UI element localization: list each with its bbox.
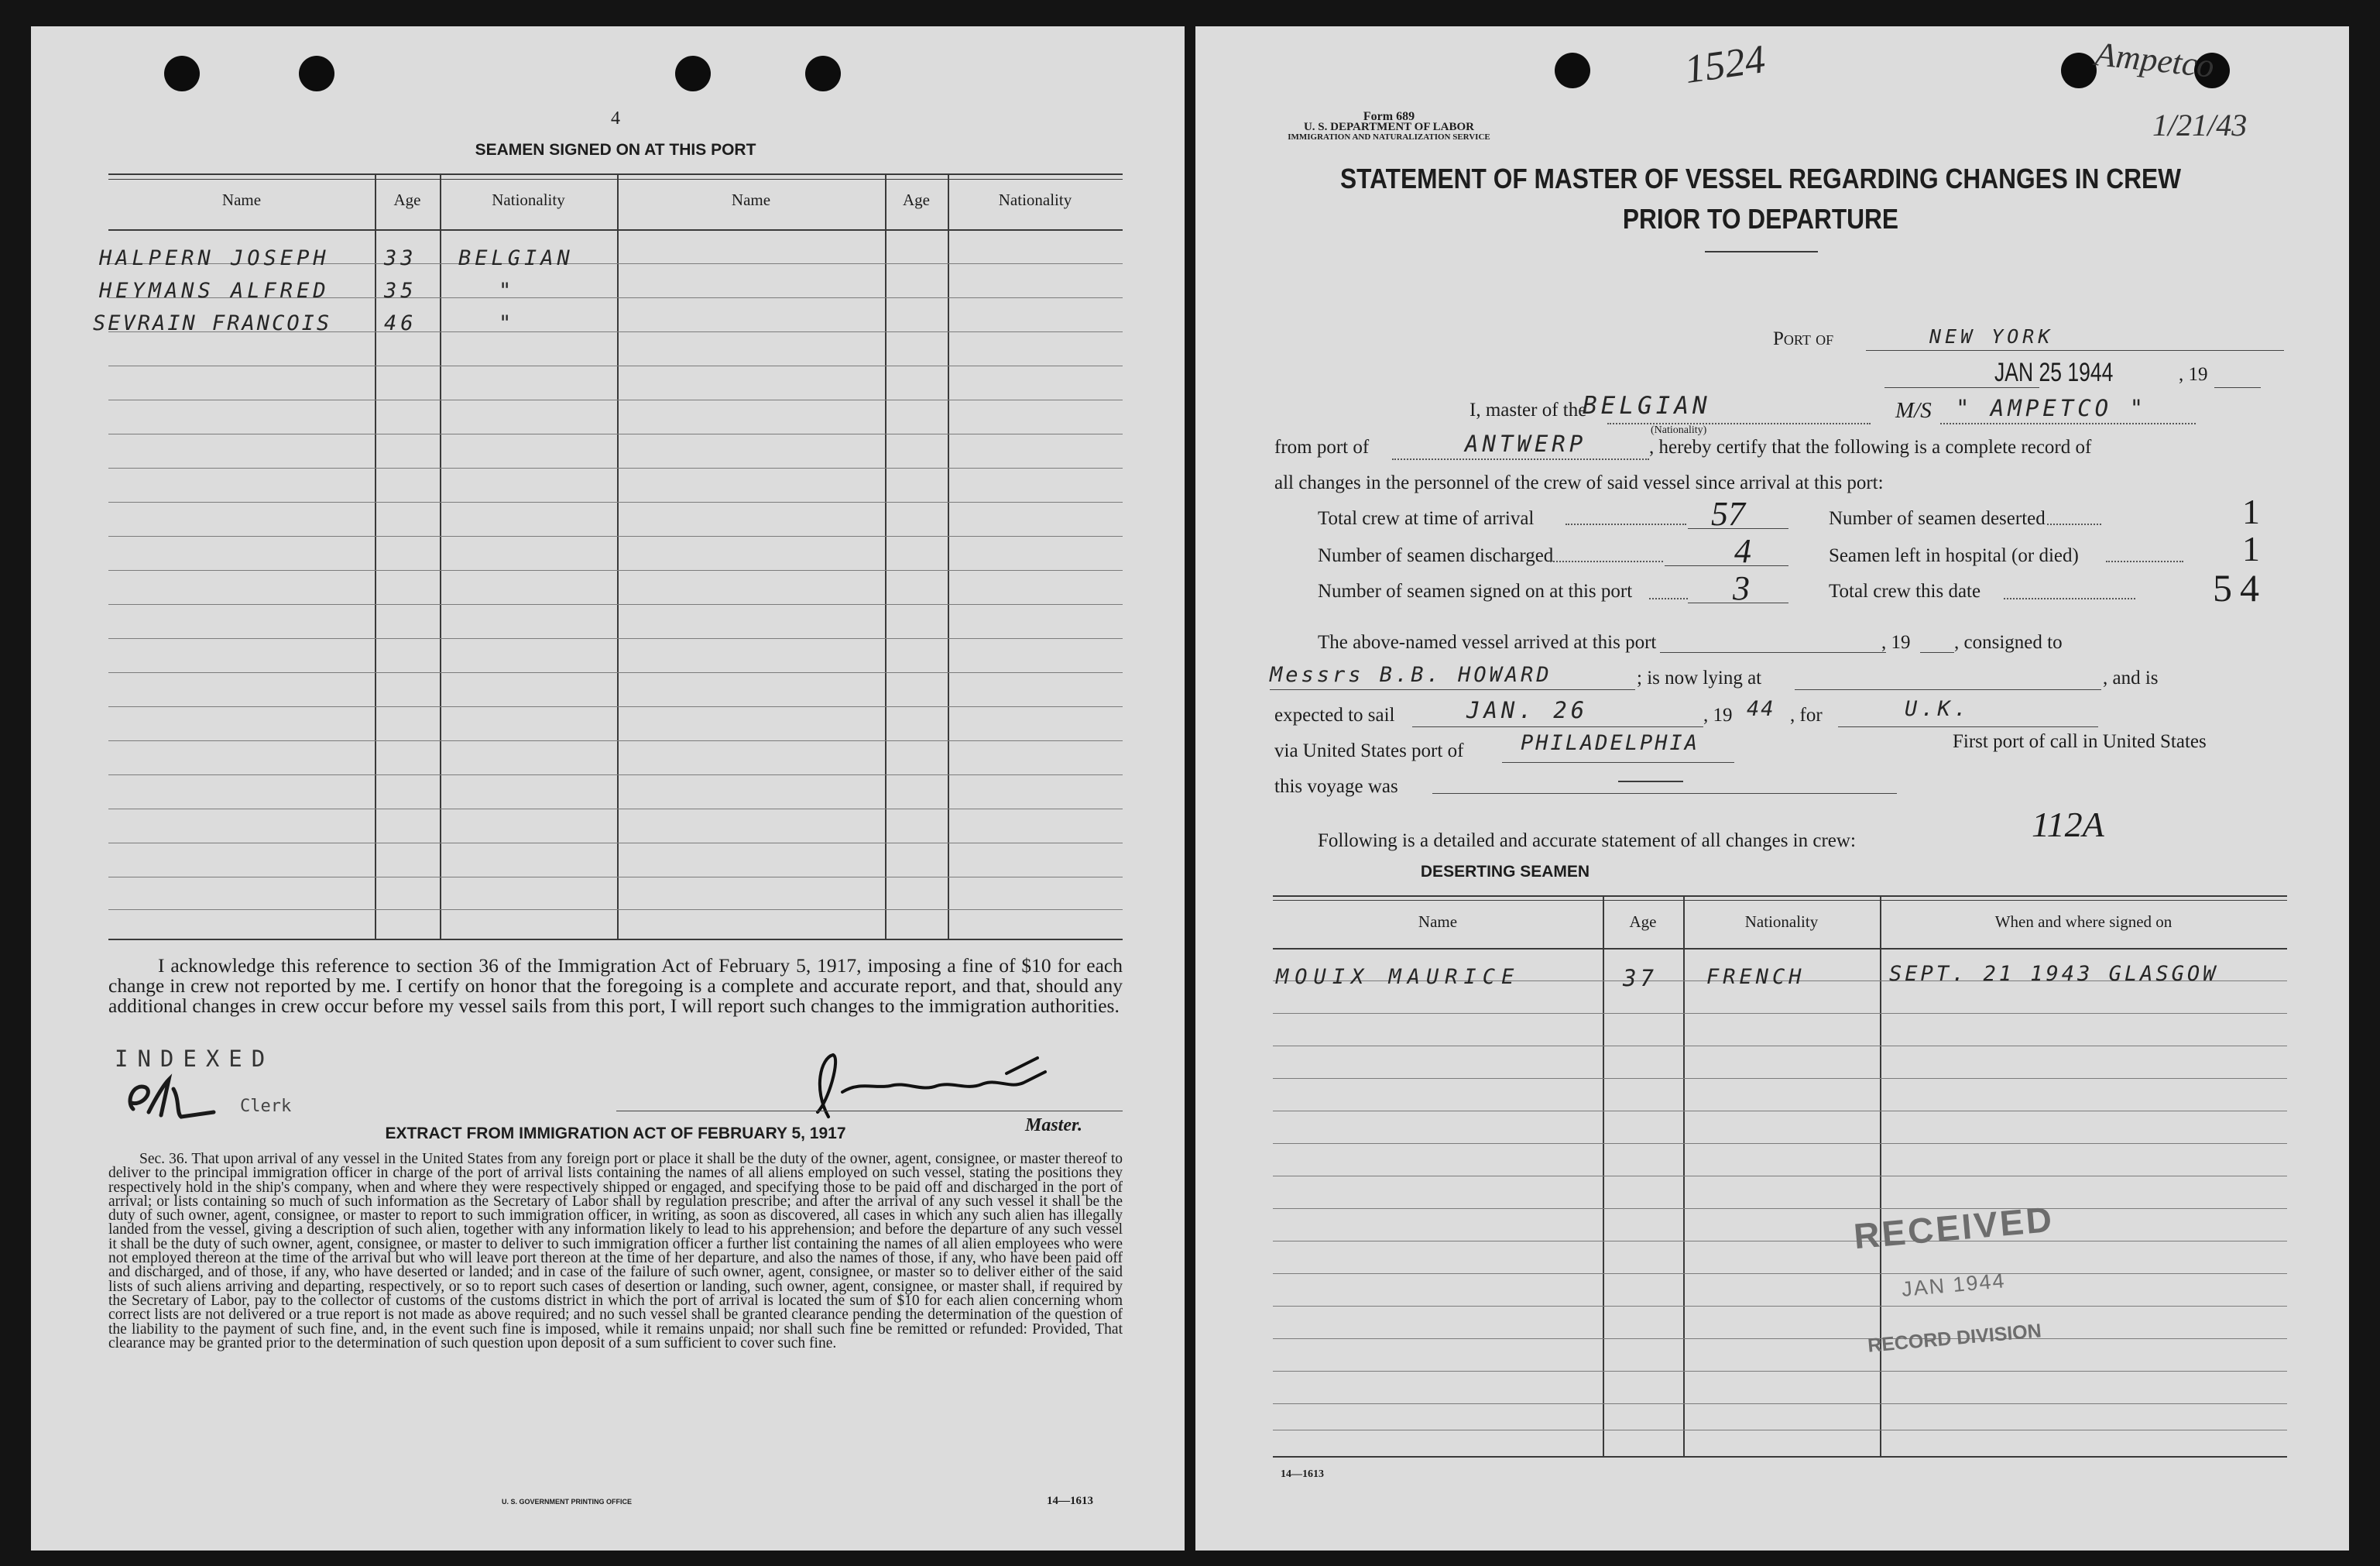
clerk-initials [122, 1073, 238, 1123]
desert-header-age: Age [1629, 912, 1657, 931]
desert-row-when-where: SEPT. 21 1943 GLASGOW [1889, 962, 2219, 986]
table-row-age: 33 [384, 246, 417, 270]
table-row-name: SEVRAIN FRANCOIS [93, 311, 332, 335]
total-crew-arrival: 57 [1711, 495, 1745, 533]
sail-year: 44 [1747, 697, 1775, 721]
from-port-label: from port of [1274, 437, 1370, 458]
right-page [1195, 26, 2349, 1551]
printer-imprint: U. S. GOVERNMENT PRINTING OFFICE [502, 1498, 633, 1506]
nationality-value: BELGIAN [1583, 392, 1711, 420]
for-label: , for [1790, 705, 1823, 726]
via-port: PHILADELPHIA [1521, 731, 1700, 755]
deserted-count: 1 [2242, 492, 2260, 531]
column-header-name-2: Name [731, 191, 771, 209]
deserted-label: Number of seamen deserted [1829, 508, 2046, 529]
form-code: 14—1613 [1281, 1468, 1324, 1480]
nationality-caption: (Nationality) [1651, 424, 1707, 436]
voyage-label: this voyage was [1274, 776, 1398, 797]
page-title: STATEMENT OF MASTER OF VESSEL REGARDING CHANGES IN CREW [1340, 163, 2181, 194]
desert-row-name: MOUIX MAURICE [1276, 965, 1521, 989]
arrived-label: The above-named vessel arrived at this port [1318, 632, 1657, 653]
handwritten-corner: Ampetco [2093, 35, 2217, 85]
table-row-nationality: " [499, 311, 516, 335]
clerk-label: Clerk [240, 1097, 292, 1116]
indexed-stamp: INDEXED [115, 1046, 275, 1072]
and-is-label: , and is [2103, 668, 2159, 689]
expected-to-sail-label: expected to sail [1274, 705, 1395, 726]
punch-hole [675, 56, 711, 91]
vessel-name: " AMPETCO " [1956, 395, 2148, 421]
following-text: Following is a detailed and accurate statement of all changes in crew: [1318, 830, 1856, 851]
punch-hole [805, 56, 841, 91]
consignee: Messrs B.B. HOWARD [1270, 663, 1552, 687]
sail-date: JAN. 26 [1466, 697, 1589, 723]
form-number: Form 689 [1363, 110, 1415, 123]
punch-hole [164, 56, 200, 91]
port-of-value: NEW YORK [1929, 325, 2054, 348]
form-code: 14—1613 [1047, 1495, 1093, 1507]
desert-header-when-where: When and where signed on [1994, 912, 2173, 931]
from-port-value: ANTWERP [1465, 431, 1587, 457]
master-signature [774, 1027, 1068, 1128]
page-title-line2: PRIOR TO DEPARTURE [1622, 203, 1899, 235]
consigned-to-label: , consigned to [1954, 632, 2063, 653]
column-header-age-2: Age [903, 191, 930, 209]
section-title: SEAMEN SIGNED ON AT THIS PORT [475, 141, 756, 159]
received-stamp-date: JAN 1944 [1900, 1269, 2007, 1301]
column-header-name: Name [221, 191, 262, 209]
desert-row-age: 37 [1623, 965, 1658, 991]
column-header-nationality: Nationality [492, 191, 565, 209]
desert-row-nationality: FRENCH [1706, 965, 1806, 989]
handwritten-number: 1524 [1682, 37, 1768, 92]
sail-year-prefix: , 19 [1703, 705, 1733, 726]
hospital-count: 1 [2242, 529, 2260, 568]
department: U. S. DEPARTMENT OF LABOR [1303, 121, 1475, 133]
extract-title: EXTRACT FROM IMMIGRATION ACT OF FEBRUARY 5, 1917 [385, 1125, 846, 1142]
table-row-name: HALPERN JOSEPH [99, 246, 330, 270]
page-number: 4 [611, 108, 620, 129]
total-crew-arrival-label: Total crew at time of arrival [1318, 508, 1535, 529]
service: IMMIGRATION AND NATURALIZATION SERVICE [1288, 132, 1490, 142]
date-suffix: , 19 [2179, 364, 2208, 385]
vessel-type: M/S [1895, 398, 1932, 423]
extract-text: Sec. 36. That upon arrival of any vessel in the United States from any foreign port or place it shall be the duty of the owner, agent, consignee, or master thereof to deliver to the principal immigration officer in charge of the port of arrival lists containing the names of all aliens employed on such vessel, stating the positions they respectively hold in the ship's company, when and where they were respectively shipped or engaged, and specifying those to be paid off and discharged in the port of arrival; or lists containing so much of such information as the Secretary of Labor shall by regulation prescribe; and after the arrival of any such vessel it shall be the duty of such owner, agent, consignee, or master to report to such immigration officer, in writing, as soon as discovered, all cases in which any such alien has illegally landed from the vessel, giving a description of such alien, together with any information likely to lead to his apprehension; and before the departure of any such vessel it shall be the duty of such owner, agent, consignee, or master to deliver to such immigration officer a further list containing the names of all alien employees who were not employed thereon at the time of the arrival but who will leave port thereon at the time of her departure, and also the names of those, if any, who have been paid off and discharged, and of those, if any, who have deserted or landed; and in case of the failure of such owner, agent, consignee, or master so to deliver either of the said lists of such aliens arriving and departing, respectively, or so to report such cases of desertion or landing, such owner, agent, consignee, or master shall, if required by the Secretary of Labor, pay to the collector of customs of the customs district in which the port of arrival is located the sum of $10 for each alien concerning whom correct lists are not delivered or a true report is not made as above required; and no such vessel shall be granted clearance pending the determination of the question of the liability to the payment of such fine, and, in the event such fine is imposed, while it remains unpaid; nor shall such fine be remitted or refunded: Provided, That clearance may be granted prior to the determination of such question upon deposit of a sum sufficient to cover such fine. [108, 1151, 1123, 1351]
date-stamp: JAN 25 1944 [1994, 358, 2114, 387]
port-of-label: Port of [1773, 328, 1834, 349]
punch-hole [2061, 53, 2097, 88]
table-row-age: 35 [384, 279, 417, 303]
received-stamp: RECEIVED [1852, 1198, 2056, 1257]
table-row-nationality: BELGIAN [458, 246, 574, 270]
deserting-title: DESERTING SEAMEN [1420, 863, 1590, 881]
arrived-19: , 19 [1881, 632, 1911, 653]
signed-on-count: 3 [1733, 569, 1750, 607]
hospital-label: Seamen left in hospital (or died) [1829, 545, 2079, 566]
certify-text: , hereby certify that the following is a complete record of [1649, 437, 2092, 458]
margin-code: 112A [2032, 805, 2104, 844]
acknowledgement-text: I acknowledge this reference to section 36 of the Immigration Act of February 5, 1917, imposing a fine of $10 for each change in crew not reported by me. I certify on honor that the foregoing is a complete and accurate report, and that, should any additional changes in crew occur before my vessel sails from this port, I will report such changes to the immigration authorities. [108, 954, 1123, 1017]
destination: U.K. [1905, 697, 1971, 721]
table-row-name: HEYMANS ALFRED [99, 279, 330, 303]
desert-header-nationality: Nationality [1744, 912, 1819, 931]
signed-on-label: Number of seamen signed on at this port [1318, 581, 1633, 602]
desert-header-name: Name [1418, 912, 1458, 931]
lying-at-label: ; is now lying at [1637, 668, 1762, 689]
table-row-nationality: " [499, 279, 516, 303]
master-label: Master. [1025, 1115, 1083, 1135]
discharged-label: Number of seamen discharged [1318, 545, 1554, 566]
column-header-age: Age [393, 191, 421, 209]
total-today-count: 54 [2213, 566, 2267, 610]
punch-hole [299, 56, 334, 91]
handwritten-date: 1/21/43 [2152, 108, 2248, 143]
first-port-label: First port of call in United States [1953, 731, 2207, 752]
column-header-nationality-2: Nationality [998, 191, 1072, 209]
table-row-age: 46 [384, 311, 417, 335]
all-changes-text: all changes in the personnel of the crew of said vessel since arrival at this port: [1274, 472, 1884, 493]
discharged-count: 4 [1734, 532, 1751, 570]
received-stamp-division: RECORD DIVISION [1867, 1320, 2042, 1357]
punch-hole [1555, 53, 1590, 88]
via-port-label: via United States port of [1274, 740, 1464, 761]
total-today-label: Total crew this date [1829, 581, 1981, 602]
left-page [31, 26, 1185, 1551]
master-of-label: I, master of the [1469, 400, 1587, 421]
